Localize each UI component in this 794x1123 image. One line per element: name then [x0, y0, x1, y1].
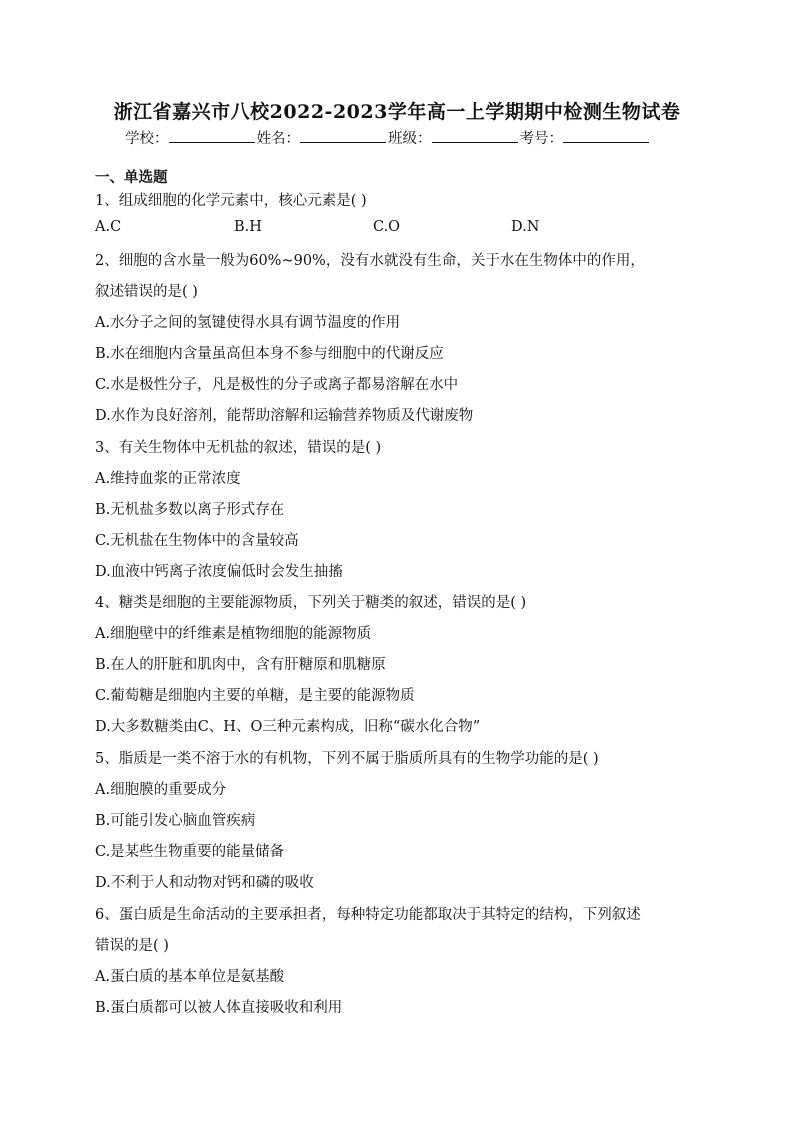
school-blank[interactable]	[169, 128, 255, 143]
question-1-stem: 1、组成细胞的化学元素中，核心元素是( )	[95, 193, 367, 209]
q5-option-c[interactable]: C.是某些生物重要的能量储备	[95, 844, 285, 860]
q4-option-b[interactable]: B.在人的肝脏和肌肉中，含有肝糖原和肌糖原	[95, 657, 386, 673]
q4-option-a[interactable]: A.细胞壁中的纤维素是植物细胞的能源物质	[95, 626, 372, 642]
q2-option-a[interactable]: A.水分子之间的氢键使得水具有调节温度的作用	[95, 315, 401, 331]
exam-title: 浙江省嘉兴市八校2022-2023学年高一上学期期中检测生物试卷	[113, 101, 681, 123]
q1-option-d[interactable]: D.N	[511, 219, 540, 235]
number-blank[interactable]	[563, 128, 649, 143]
q5-option-d[interactable]: D.不利于人和动物对钙和磷的吸收	[95, 875, 314, 891]
q3-option-d[interactable]: D.血液中钙离子浓度偏低时会发生抽搐	[95, 564, 343, 580]
question-6-stem-line1: 6、蛋白质是生命活动的主要承担者，每种特定功能都取决于其特定的结构，下列叙述	[95, 907, 641, 923]
q4-option-d[interactable]: D.大多数糖类由C、H、O三种元素构成，旧称“碳水化合物”	[95, 719, 481, 735]
number-label: 考号：	[519, 131, 563, 147]
q3-option-a[interactable]: A.维持血浆的正常浓度	[95, 471, 241, 487]
question-6-stem-line2: 错误的是( )	[95, 938, 169, 954]
question-4-stem: 4、糖类是细胞的主要能源物质，下列关于糖类的叙述，错误的是( )	[95, 595, 527, 611]
q6-option-b[interactable]: B.蛋白质都可以被人体直接吸收和利用	[95, 1000, 343, 1016]
question-1-options	[95, 219, 695, 239]
q5-option-b[interactable]: B.可能引发心脑血管疾病	[95, 813, 256, 829]
question-5-stem: 5、脂质是一类不溶于水的有机物，下列不属于脂质所具有的生物学功能的是( )	[95, 751, 599, 767]
q3-option-b[interactable]: B.无机盐多数以离子形式存在	[95, 502, 285, 518]
q2-option-b[interactable]: B.水在细胞内含量虽高但本身不参与细胞中的代谢反应	[95, 346, 444, 362]
question-2-stem-line1: 2、细胞的含水量一般为60%~90%，没有水就没有生命，关于水在生物体中的作用，	[95, 253, 645, 269]
section-heading: 一、单选题	[95, 169, 168, 186]
q2-option-c[interactable]: C.水是极性分子，凡是极性的分子或离子都易溶解在水中	[95, 377, 459, 393]
q3-option-c[interactable]: C.无机盐在生物体中的含量较高	[95, 533, 299, 549]
q5-option-a[interactable]: A.细胞膜的重要成分	[95, 782, 227, 798]
q4-option-c[interactable]: C.葡萄糖是细胞内主要的单糖，是主要的能源物质	[95, 688, 415, 704]
class-blank[interactable]	[432, 128, 518, 143]
q6-option-a[interactable]: A.蛋白质的基本单位是氨基酸	[95, 969, 285, 985]
q2-option-d[interactable]: D.水作为良好溶剂，能帮助溶解和运输营养物质及代谢废物	[95, 408, 474, 424]
q1-option-b[interactable]: B.H	[234, 219, 262, 235]
class-label: 班级：	[388, 131, 432, 147]
question-2-stem-line2: 叙述错误的是( )	[95, 284, 198, 300]
school-label: 学校：	[125, 131, 169, 147]
name-label: 姓名：	[256, 131, 300, 147]
q1-option-c[interactable]: C.O	[373, 219, 401, 235]
student-info-line	[125, 127, 651, 148]
name-blank[interactable]	[300, 128, 386, 143]
question-3-stem: 3、有关生物体中无机盐的叙述，错误的是( )	[95, 440, 382, 456]
q1-option-a[interactable]: A.C	[95, 219, 122, 235]
